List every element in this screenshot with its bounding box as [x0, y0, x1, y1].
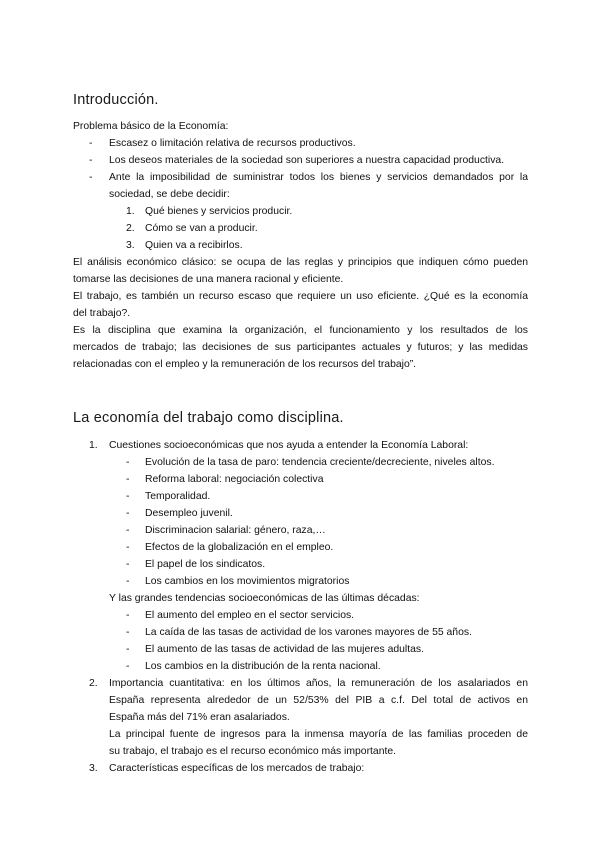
dash-marker: - [89, 138, 93, 149]
dash-marker: - [126, 491, 130, 502]
number-marker: 1. [89, 440, 98, 451]
paragraph-line: relacionadas con el empleo y la remuneración de los recursos del trabajo”. [73, 359, 417, 370]
dash-marker: - [126, 559, 130, 570]
dash-marker: - [126, 576, 130, 587]
dash-marker: - [126, 627, 130, 638]
paragraph-line: del trabajo?. [73, 308, 131, 319]
number-marker: 1. [126, 206, 135, 217]
paragraph-line: El trabajo, es también un recurso escaso que requiere un uso eficiente. ¿Qué es la economía [73, 291, 528, 302]
dash-marker: - [89, 172, 93, 183]
dash-marker: - [126, 508, 130, 519]
paragraph-line: su trabajo, el trabajo es el recurso económico más importante. [109, 746, 397, 757]
problem-title: Problema básico de la Economía: [73, 121, 229, 132]
number-marker: 3. [89, 763, 98, 774]
dash-marker: - [126, 474, 130, 485]
dash-marker: - [126, 457, 130, 468]
paragraph-line: El análisis económico clásico: se ocupa de las reglas y principios que indiquen cómo pueden [73, 257, 528, 268]
paragraph-line: España más del 71% eran asalariados. [109, 712, 290, 723]
paragraph-line: Es la disciplina que examina la organización, el funcionamiento y los resultados de los [73, 325, 528, 336]
dash-marker: - [126, 644, 130, 655]
trends-title: Y las grandes tendencias socioeconómicas de las últimas décadas: [109, 593, 420, 604]
dash-marker: - [126, 610, 130, 621]
dash-marker: - [126, 525, 130, 536]
paragraph-line: tomarse las decisiones de una manera racional y eficiente. [73, 274, 344, 285]
number-marker: 2. [126, 223, 135, 234]
section-heading: La economía del trabajo como disciplina. [73, 410, 344, 426]
paragraph-line: España representa alrededor de un 52/53% del PIB a c.f. Del total de activos en [109, 695, 528, 706]
dash-marker: - [126, 542, 130, 553]
paragraph-line: La principal fuente de ingresos para la inmensa mayoría de las familias proceden de [109, 729, 528, 740]
paragraph-line: mercados de trabajo; las decisiones de sus participantes actuales y futuros; y las medidas [73, 342, 528, 353]
number-marker: 2. [89, 678, 98, 689]
number-marker: 3. [126, 240, 135, 251]
intro-heading: Introducción. [73, 92, 159, 108]
dash-marker: - [89, 155, 93, 166]
list-item-continuation: sociedad, se debe decidir: [109, 189, 230, 200]
dash-marker: - [126, 661, 130, 672]
